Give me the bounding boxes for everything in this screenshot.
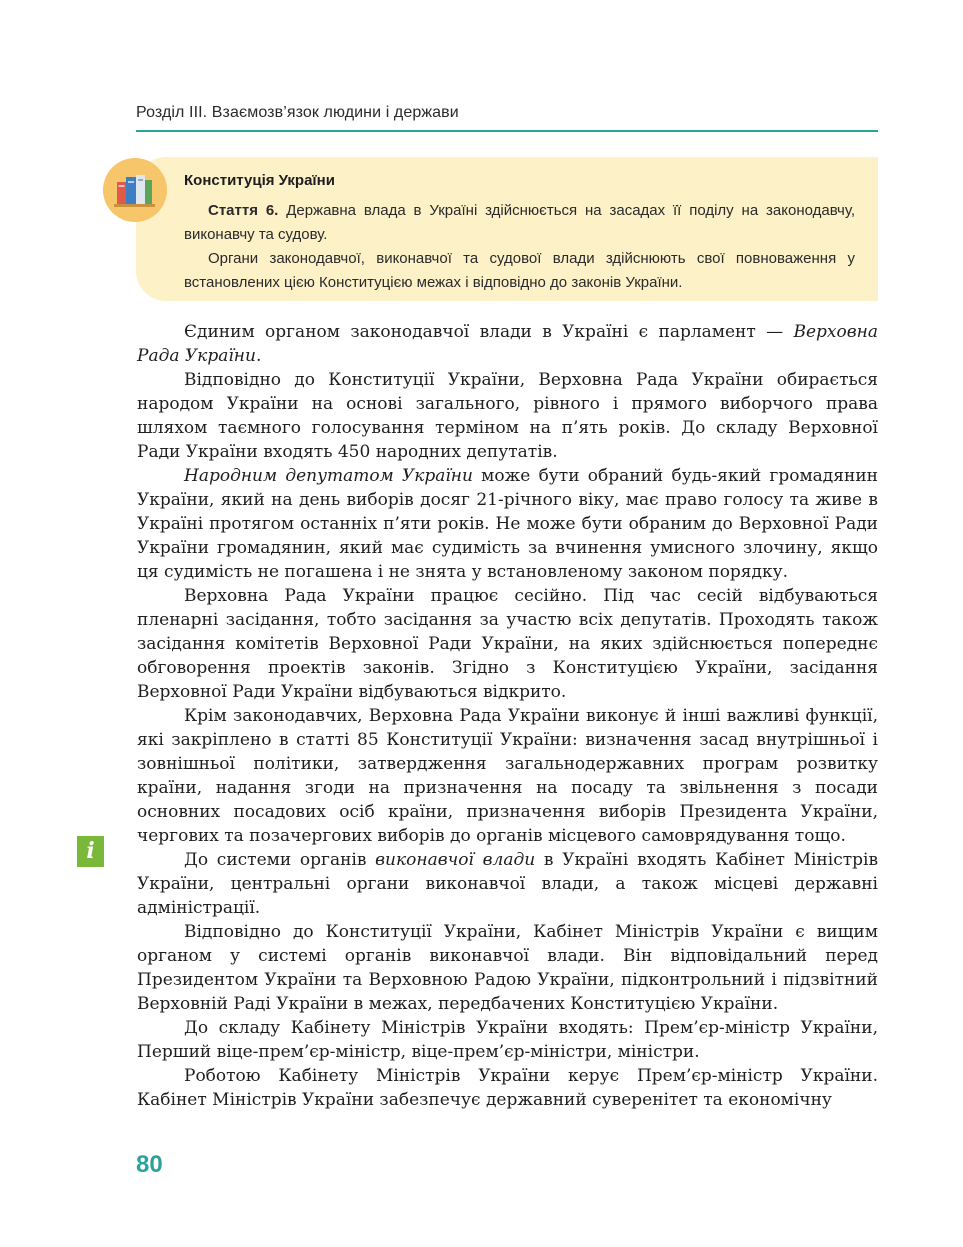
paragraph: До системи органів виконавчої влади в Україні входять Кабінет Міністрів України, центральні органи виконавчої влади, а також місцеві державні адміністрації. bbox=[137, 850, 879, 918]
paragraph: Крім законодавчих, Верховна Рада України виконує й інші важливі функції, які закріплено в статті 85 Конституції України: визначення засад внутрішньої і зовнішньої політики, затвердження загальнодержавних програм розвитку країни, надання згоди на призначення на посаду та звільнення з посади основних посадових осіб країни, призначення виборів Президента України, чергових та позачергових виборів до органів місцевого самоврядування тощо. bbox=[137, 706, 878, 846]
page-header bbox=[136, 100, 878, 132]
term-vykonavcha-vlada: виконавчої влади bbox=[375, 850, 536, 870]
paragraph: Роботою Кабінету Міністрів України керує Прем’єр-міністр України. Кабінет Міністрів України забезпечує державний суверенітет та економічну bbox=[137, 1066, 878, 1110]
paragraph: Відповідно до Конституції України, Кабінет Міністрів України є вищим органом у системі органів виконавчої влади. Він відповідальний перед Президентом України та Верховною Радою України, підконтрольний і підзвітний Верховній Раді України в межах, передбачених Конституцією України. bbox=[137, 922, 878, 1014]
info-icon: i bbox=[77, 836, 104, 867]
callout-title: Конституція України bbox=[184, 172, 335, 189]
paragraph: До складу Кабінету Міністрів України входять: Прем’єр-міністр України, Перший віце-прем’єр-міністр, віце-прем’єр-міністри, міністри. bbox=[137, 1018, 878, 1062]
page-number: 80 bbox=[136, 1151, 163, 1178]
article-6-second-paragraph: Органи законодавчої, виконавчої та судової влади здійснюють свої повноваження у встановлених цією Конституцією межах і відповідно до законів України. bbox=[184, 250, 855, 291]
paragraph: Єдиним органом законодавчої влади в Україні є парламент — Верховна Рада України. bbox=[137, 322, 878, 366]
term-verkhovna-rada: Верховна Рада України bbox=[137, 322, 878, 366]
section-title: Розділ III. Взаємозв’язок людини і держави bbox=[136, 104, 459, 121]
paragraph: Верховна Рада України працює сесійно. Під час сесій відбуваються пленарні засідання, тобто засідання за участю всіх депутатів. Проходять також засідання комітетів Верховної Ради України, на яких здійснюється попереднє обговорення проектів законів. Згідно з Конституцією України, засідання Верховної Ради України відбуваються відкрито. bbox=[137, 586, 878, 702]
paragraph: Народним депутатом України може бути обраний будь-який громадянин України, який на день виборів досяг 21-річного віку, має право голосу та живе в Україні протягом останніх п’яти років. Не може бути обраним до Верховної Ради України громадянин, який має судимість за вчинення умисного злочину, якщо ця судимість не погашена і не знята у встановленому законом порядку. bbox=[137, 466, 878, 582]
article-label: Стаття 6. bbox=[208, 202, 279, 219]
callout-body bbox=[184, 199, 855, 295]
term-narodnyi-deputat: Народним депутатом України bbox=[184, 466, 473, 486]
books-icon bbox=[103, 158, 167, 222]
article-text: Державна влада в Україні здійснюється на засадах її поділу на законодавчу, виконавчу та судову. bbox=[184, 202, 855, 243]
main-text bbox=[137, 320, 878, 1112]
paragraph: Відповідно до Конституції України, Верховна Рада України обирається народом України на основі загального, рівного і прямого виборчого права шляхом таємного голосування терміном на п’ять років. До складу Верховної Ради України входять 450 народних депутатів. bbox=[137, 370, 878, 462]
article-6-paragraph bbox=[184, 199, 855, 247]
